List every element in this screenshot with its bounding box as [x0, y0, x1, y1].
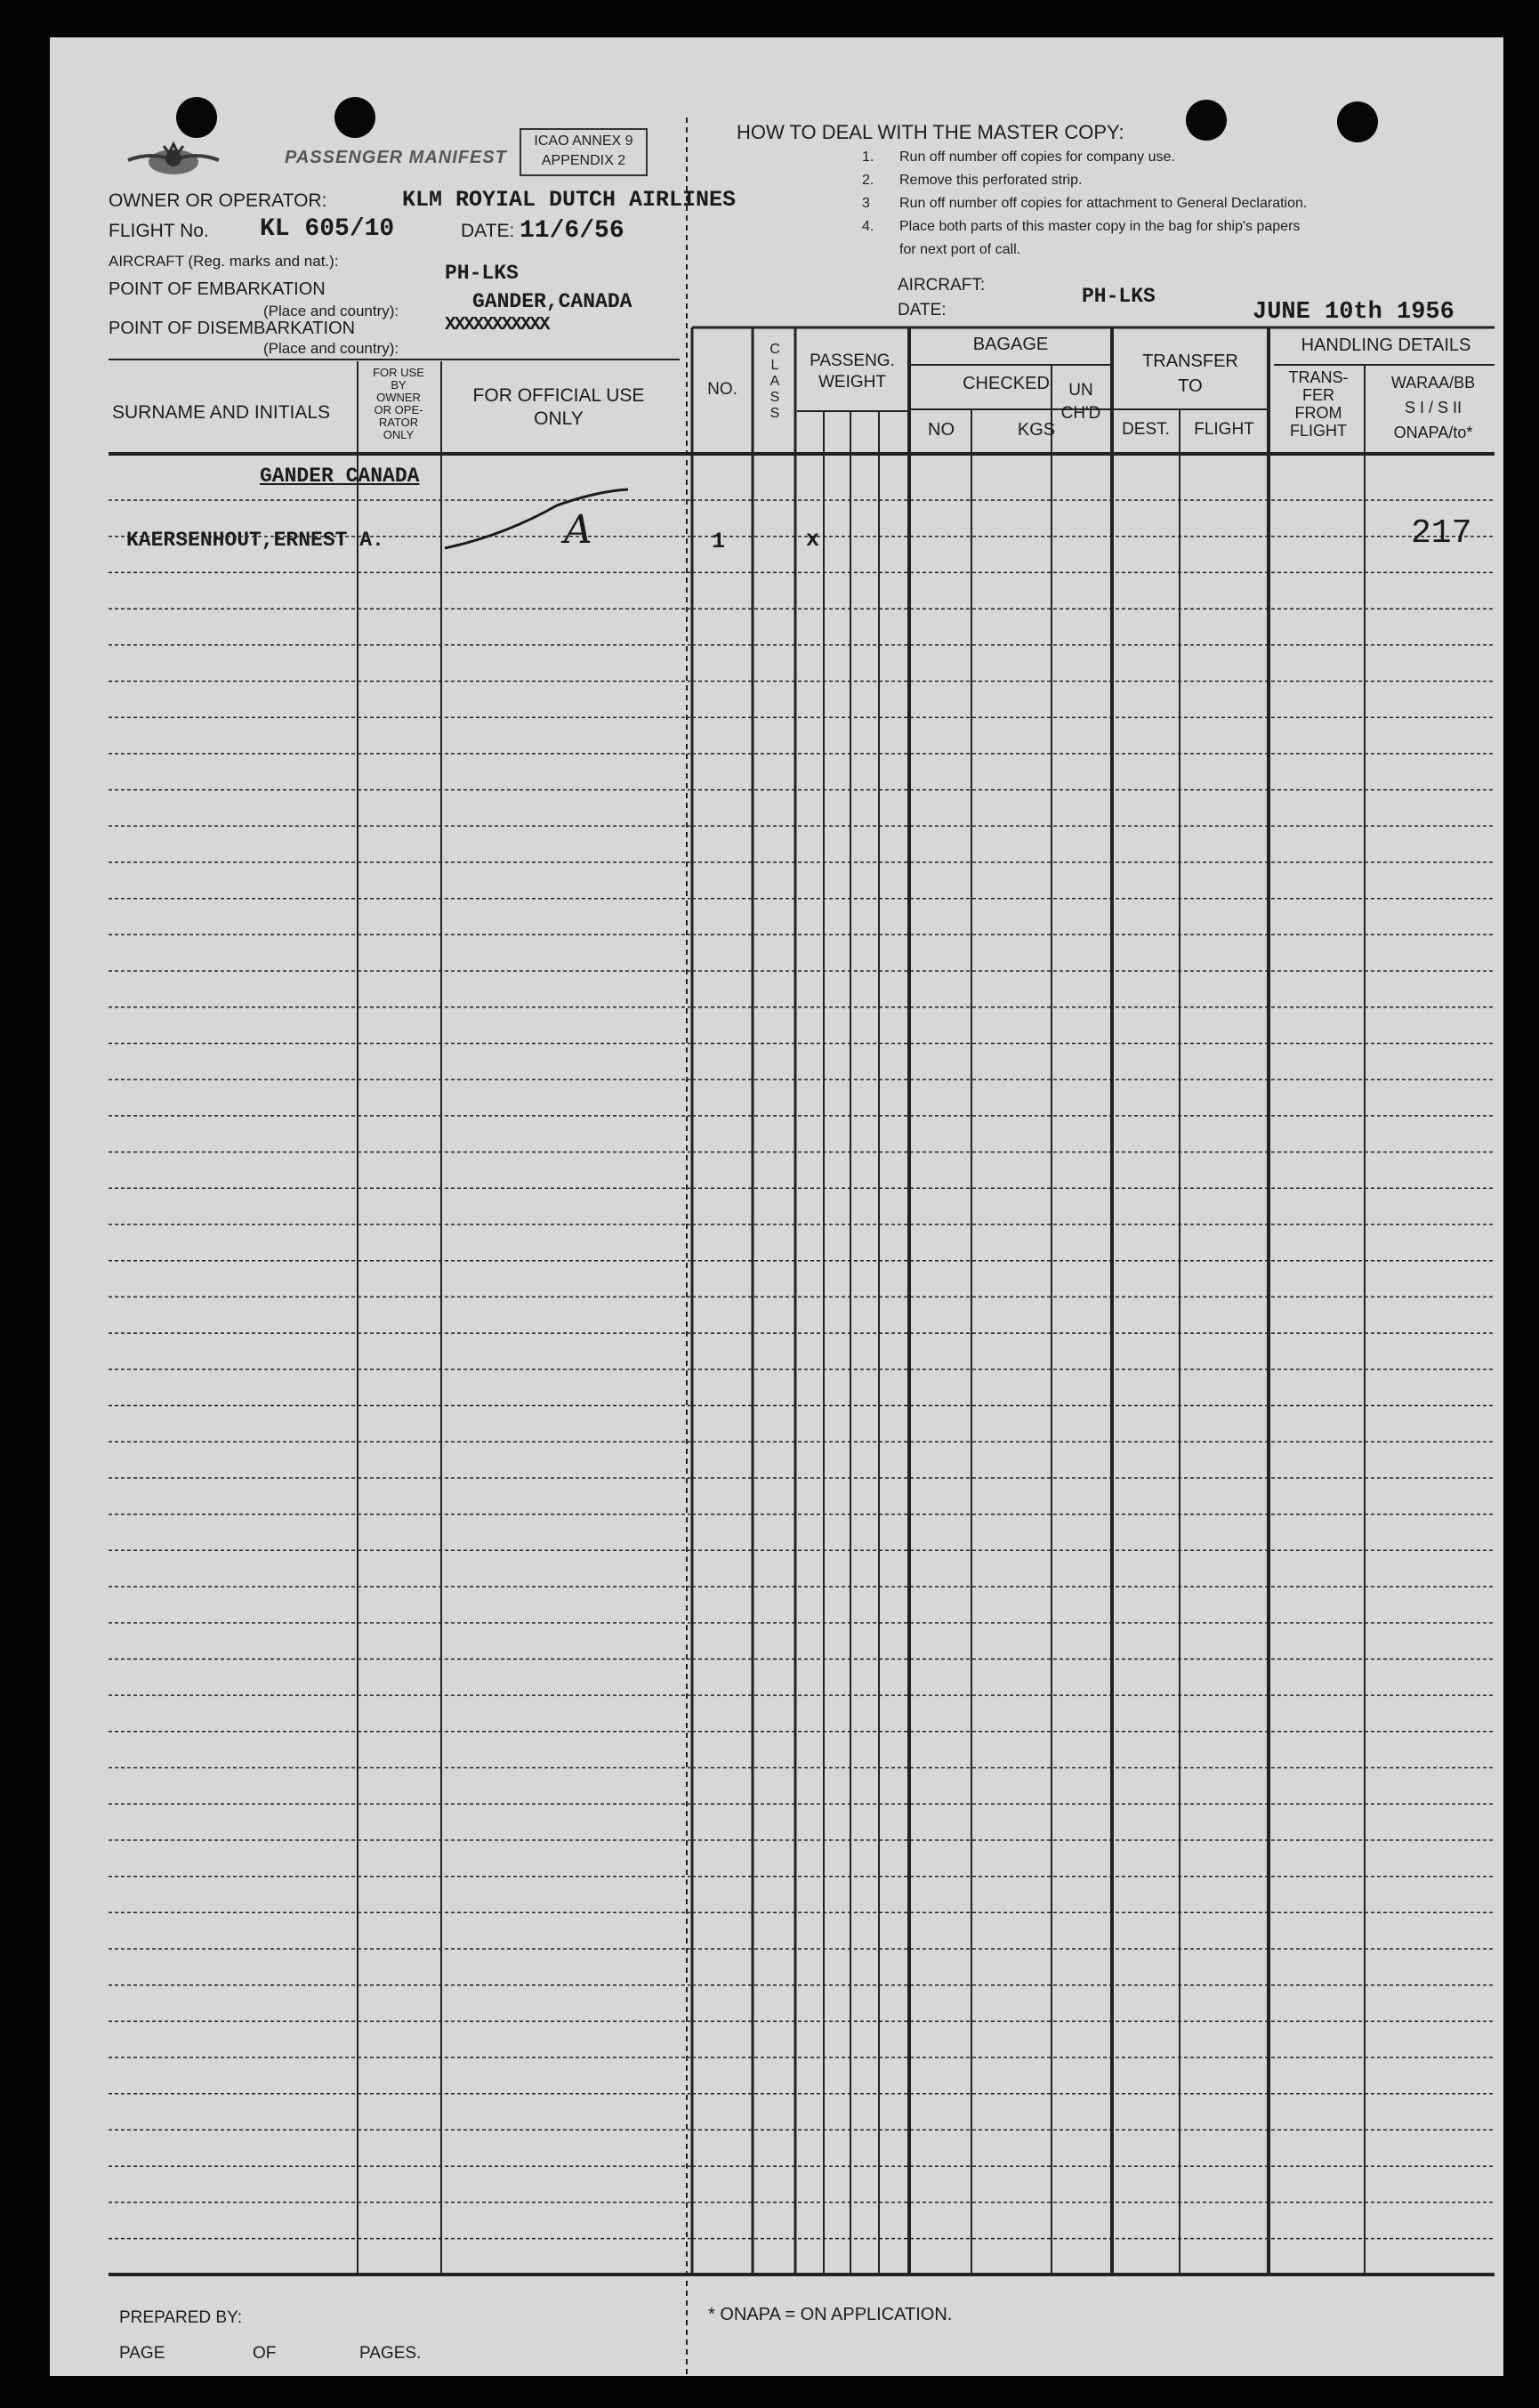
transfer-from-line: FER: [1302, 386, 1334, 404]
handling-value: 217: [1411, 514, 1472, 553]
manifest-sheet: [50, 37, 1503, 2376]
class-header: [756, 342, 794, 422]
waraa-line: WARAA/BB: [1390, 374, 1476, 392]
owner-use-line: BY: [391, 378, 407, 392]
date-label: DATE:: [461, 221, 515, 241]
owner-use-line: RATOR: [378, 416, 419, 429]
disembarkation-value: XXXXXXXXXXX: [445, 315, 549, 335]
handling-header: HANDLING DETAILS: [1301, 335, 1471, 355]
date-value: 11/6/56: [520, 217, 624, 245]
instructions-title: HOW TO DEAL WITH THE MASTER COPY:: [737, 121, 1124, 143]
waraa-header: [1366, 370, 1500, 445]
aircraft-value: PH-LKS: [445, 262, 519, 285]
checked-header: CHECKED: [963, 374, 1050, 393]
instruction-text: Place both parts of this master copy in the bag for ship's papers: [899, 219, 1301, 234]
of-label: OF: [253, 2344, 277, 2363]
instruction-number: 4.: [862, 219, 874, 234]
owner-label: OWNER OR OPERATOR:: [109, 190, 327, 211]
pages-label: PAGES.: [359, 2344, 422, 2363]
surname-header: SURNAME AND INITIALS: [112, 402, 331, 423]
embarkation-label: POINT OF EMBARKATION: [109, 279, 326, 299]
appendix-line: APPENDIX 2: [541, 153, 626, 168]
weight-line: WEIGHT: [818, 373, 886, 392]
official-use-header: [443, 384, 674, 431]
weight-line: PASSENG.: [810, 352, 895, 370]
transfer-from-line: TRANS-: [1288, 368, 1349, 386]
embarkation-value: GANDER,CANADA: [472, 290, 633, 313]
class-letter: S: [770, 406, 780, 421]
owner-value: KLM ROYIAL DUTCH AIRLINES: [402, 187, 737, 213]
flight-value: KL 605/10: [260, 215, 395, 243]
waraa-line: S I / S II: [1404, 399, 1462, 416]
passenger-class: x: [806, 527, 820, 553]
embarkation-sub: (Place and country):: [263, 303, 399, 319]
instr-date-value: JUNE 10th 1956: [1253, 299, 1454, 326]
form-title: PASSENGER MANIFEST: [285, 148, 507, 167]
instruction-number: 3: [862, 196, 870, 211]
official-mark: A: [564, 507, 592, 553]
instruction-text: Run off number off copies for attachment to General Declaration.: [899, 196, 1308, 211]
owner-use-line: OWNER: [376, 391, 421, 404]
transfer-header: [1114, 349, 1267, 399]
bagage-header: BAGAGE: [972, 335, 1049, 354]
page-label: PAGE: [119, 2344, 165, 2363]
passenger-no: 1: [712, 529, 726, 554]
owner-use-line: ONLY: [383, 428, 415, 441]
owner-use-line: OR OPE-: [374, 403, 423, 416]
unchecked-header: [1052, 379, 1110, 425]
unchecked-line: CH'D: [1060, 404, 1101, 423]
annex-line: ICAO ANNEX 9: [534, 133, 633, 149]
flight-label: FLIGHT No.: [109, 221, 209, 241]
instruction-text: Run off number off copies for company use.: [899, 149, 1175, 165]
kgs-header: KGS: [1017, 420, 1056, 440]
instruction-text: Remove this perforated strip.: [899, 173, 1083, 188]
instr-date-label: DATE:: [898, 301, 947, 319]
no-header: NO.: [707, 380, 737, 399]
transfer-from-line: FROM: [1294, 404, 1342, 422]
weight-header: [797, 351, 907, 393]
official-use-line: FOR OFFICIAL USE: [472, 385, 645, 406]
class-letter: A: [770, 374, 780, 389]
class-letter: S: [770, 390, 780, 405]
transfer-line: TRANSFER: [1142, 352, 1238, 371]
unchecked-line: UN: [1068, 381, 1093, 400]
owner-use-header: [357, 367, 440, 441]
instruction-text-cont: for next port of call.: [899, 242, 1021, 257]
owner-use-line: FOR USE: [373, 366, 424, 379]
instr-aircraft-value: PH-LKS: [1082, 285, 1156, 308]
station-entry: GANDER CANADA: [260, 465, 420, 488]
prepared-by-label: PREPARED BY:: [119, 2308, 242, 2327]
onapa-footnote: * ONAPA = ON APPLICATION.: [708, 2305, 953, 2324]
handwritten-check-stroke: [441, 482, 655, 554]
bag-no-header: NO: [928, 420, 955, 440]
transfer-from-header: [1274, 368, 1363, 440]
instruction-number: 2.: [862, 173, 874, 188]
instr-aircraft-label: AIRCRAFT:: [898, 276, 986, 295]
instruction-number: 1.: [862, 149, 874, 165]
flight-header: FLIGHT: [1194, 420, 1254, 439]
passenger-name: KAERSENHOUT,ERNEST A.: [126, 529, 384, 552]
aircraft-label: AIRCRAFT (Reg. marks and nat.):: [109, 253, 339, 270]
official-use-line: ONLY: [534, 408, 584, 429]
class-letter: L: [770, 358, 779, 373]
transfer-from-line: FLIGHT: [1289, 422, 1347, 440]
dest-header: DEST.: [1122, 420, 1170, 439]
disembarkation-label: POINT OF DISEMBARKATION: [109, 319, 356, 338]
class-letter: C: [770, 342, 780, 357]
transfer-line: TO: [1178, 376, 1203, 396]
waraa-line: ONAPA/to*: [1393, 424, 1473, 441]
disembarkation-sub: (Place and country):: [263, 340, 399, 357]
